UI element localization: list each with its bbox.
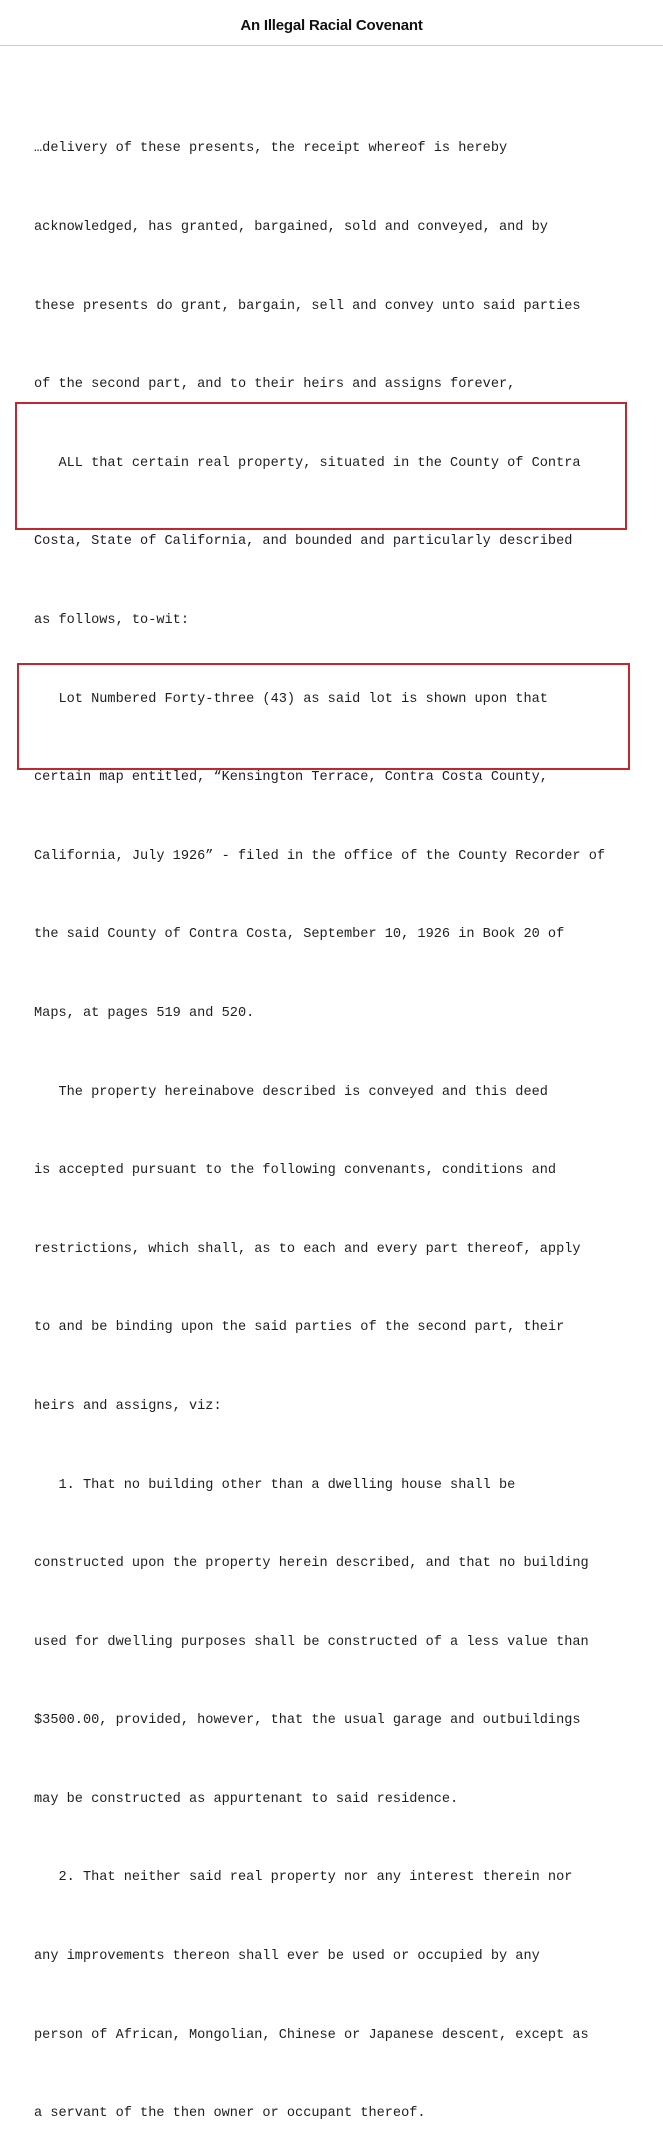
document-line: Maps, at pages 519 and 520. [34, 1005, 255, 1021]
document-line: these presents do grant, bargain, sell and convey unto said parties [34, 298, 581, 314]
document-line: certain map entitled, “Kensington Terrace, Contra Costa County, [34, 770, 548, 786]
document-line: the said County of Contra Costa, September 10, 1926 in Book 20 of [34, 927, 565, 943]
document-line: to and be binding upon the said parties of the second part, their [34, 1320, 565, 1336]
document-line: …delivery of these presents, the receipt whereof is hereby [34, 141, 508, 157]
document-line: Lot Numbered Forty-three (43) as said lot is shown upon that [34, 691, 548, 707]
document-line: $3500.00, provided, however, that the usual garage and outbuildings [34, 1713, 581, 1729]
document-line: California, July 1926” - filed in the office of the County Recorder of [34, 848, 606, 864]
document-line: acknowledged, has granted, bargained, sold and conveyed, and by [34, 220, 548, 235]
document-line: The property hereinabove described is conveyed and this deed [34, 1084, 548, 1100]
document-line: heirs and assigns, viz: [34, 1398, 222, 1414]
document-line: any improvements thereon shall ever be used or occupied by any [34, 1949, 540, 1965]
title-bar [0, 0, 663, 46]
highlight-box-covenants-intro [15, 402, 627, 530]
document-text [34, 84, 634, 2154]
document-line: is accepted pursuant to the following convenants, conditions and [34, 1163, 557, 1179]
document-line: of the second part, and to their heirs and assigns forever, [34, 377, 516, 393]
highlight-box-racial-restriction [17, 663, 630, 770]
document-line: Costa, State of California, and bounded and particularly described [34, 534, 573, 550]
document-line: a servant of the then owner or occupant thereof. [34, 2106, 426, 2122]
document-line: person of African, Mongolian, Chinese or Japanese descent, except as [34, 2027, 589, 2043]
document-line: used for dwelling purposes shall be constructed of a less value than [34, 1634, 589, 1650]
document-line: constructed upon the property herein described, and that no building [34, 1556, 589, 1572]
page-title: An Illegal Racial Covenant [240, 17, 423, 34]
document-line: ALL that certain real property, situated in the County of Contra [34, 455, 581, 471]
document-line: may be constructed as appurtenant to said residence. [34, 1791, 459, 1807]
document-line: 2. That neither said real property nor any interest therein nor [34, 1870, 573, 1886]
document-line: restrictions, which shall, as to each and every part thereof, apply [34, 1241, 581, 1257]
document-line: 1. That no building other than a dwelling house shall be [34, 1477, 516, 1493]
document-line: as follows, to-wit: [34, 612, 189, 628]
